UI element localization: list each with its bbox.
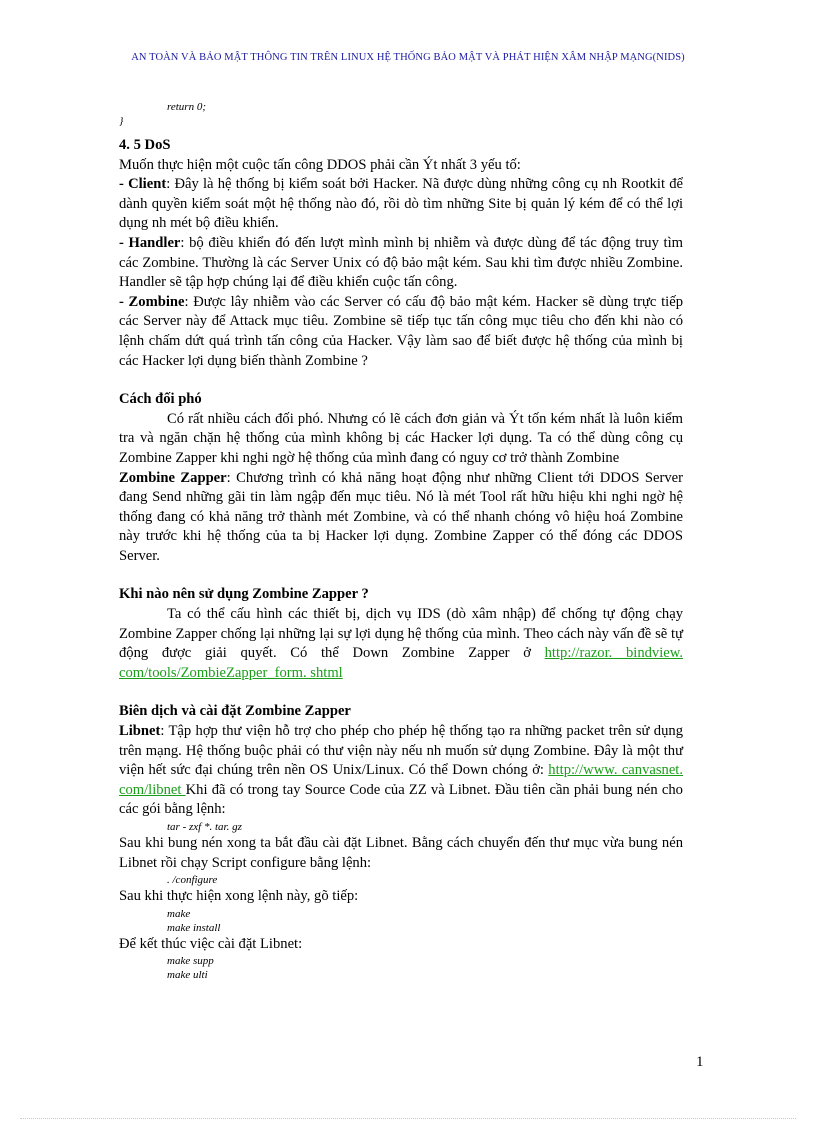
client-label: - Client bbox=[119, 176, 167, 193]
libnet-paragraph bbox=[119, 722, 683, 820]
command-configure: . /configure bbox=[167, 874, 218, 887]
when-text: Ta có thể cấu hình các thiết bị, dịch vụ IDS (dò xâm nhập) để chống tự động chạy Zombine Zapper chống lại những lại sự lợi dụng hệ thống của mình. Theo cách này vấn đề sẽ tự động được giải quyết. Có thể Down Zombine Zapper ở bbox=[119, 606, 683, 662]
command-make: make bbox=[167, 907, 191, 920]
command-make-install: make install bbox=[167, 921, 221, 934]
page-number: 1 bbox=[696, 1054, 704, 1070]
finish-text: Để kết thúc việc cài đặt Libnet: bbox=[119, 935, 303, 952]
libnet-after-text: Khi đã có trong tay Source Code của ZZ và Libnet. Đầu tiên cần phải bung nén cho các gói bằng lệnh: bbox=[119, 781, 683, 818]
client-text: : Đây là hệ thống bị kiểm soát bởi Hacker. Nã được dùng những công cụ nh Rootkit để dành quyền kiểm soát một hệ thống nào đó, rồi dò tìm những Site bị quản lý kém để có thể lợi dụng nh mét bộ điều khiển. bbox=[119, 176, 683, 232]
zapper-paragraph bbox=[119, 469, 683, 567]
defense-paragraph: Có rất nhiều cách đối phó. Nhưng có lẽ cách đơn giản và Ýt tốn kém nhất là luôn kiểm tra và ngăn chặn hệ thống của mình không bị các Hacker lợi dụng. Ta có thể dùng công cụ Zombine Zapper khi nghi ngờ hệ thống của mình đang có nguy cơ trở thành Zombine bbox=[119, 410, 683, 466]
libnet-label: Libnet bbox=[119, 723, 161, 740]
dos-intro: Muốn thực hiện một cuộc tấn công DDOS phải cần Ýt nhất 3 yếu tố: bbox=[119, 156, 521, 173]
command-make-ulti: make ulti bbox=[167, 969, 208, 982]
zombine-text: : Được lây nhiễm vào các Server có cấu độ bảo mật kém. Hacker sẽ dùng trực tiếp các Server này để Attack mục tiêu. Zombine sẽ tiếp tục tấn công mục tiêu cho đến khi nào có lệnh chấm dứt quá trình tấn công của Hacker. Vậy làm sao để biết được hệ thống của mình bị các Hacker lợi dụng biến thành Zombine ? bbox=[119, 293, 683, 369]
client-paragraph bbox=[119, 175, 683, 234]
zombine-paragraph bbox=[119, 293, 683, 371]
when-paragraph bbox=[119, 605, 683, 683]
zapper-download-link[interactable]: http://razor. bindview. com/tools/ZombieZapper_form. shtml bbox=[119, 645, 684, 681]
page-body bbox=[119, 100, 683, 982]
footer-divider bbox=[20, 1118, 796, 1119]
code-return: return 0; bbox=[167, 101, 207, 113]
libnet-download-link[interactable]: http://www. canvasnet. com/libnet bbox=[119, 762, 683, 798]
handler-label: - Handler bbox=[119, 234, 181, 251]
section-heading-build: Biên dịch và cài đặt Zombine Zapper bbox=[119, 703, 351, 720]
command-make-supp: make supp bbox=[167, 955, 214, 968]
zapper-text: : Chương trình có khả năng hoạt động như những Client tới DDOS Server đang Send những gãi tin làm ngập đến mục tiêu. Nó là mét Tool rất hữu hiệu khi nghi ngờ hệ thống đang có khả năng trở thành mét Zombine, và có thể nhanh chóng vô hiệu hoá Zombine này trước khi hệ thống của ta bị Hacker lợi dụng. Zombine Zapper có thể đóng các DDOS Server. bbox=[119, 469, 683, 564]
after-configure-text: Sau khi thực hiện xong lệnh này, gõ tiếp: bbox=[119, 888, 359, 905]
zombine-label: - Zombine bbox=[119, 293, 185, 310]
handler-paragraph bbox=[119, 234, 683, 293]
section-heading-defense: Cách đối phó bbox=[119, 391, 202, 408]
section-heading-when: Khi nào nên sử dụng Zombine Zapper ? bbox=[119, 586, 369, 603]
handler-text: : bộ điều khiển đó đến lượt mình mình bị nhiễm và được dùng để tác động truy tìm các Zombine. Thường là các Server Unix có độ bảo mật kém. Sau khi tìm được nhiều Zombine. Handler sẽ tập hợp chúng lại để điều khiển cuộc tấn công. bbox=[119, 234, 684, 291]
libnet-text: : Tập hợp thư viện hỗ trợ cho phép cho phép hệ thống tạo ra những packet trên sử dụng trên mạng. Hệ thống buộc phải có thư viện này nếu nh muốn sử dụng Zombine. Đây là một thư viện hết sức đại chúng trên nền OS Unix/Linux. Có thể Down chóng ở: bbox=[119, 723, 683, 779]
after-tar-text: Sau khi bung nén xong ta bắt đầu cài đặt Libnet. Bằng cách chuyển đến thư mục vừa bung nén Libnet rồi chạy Script configure bằng lệnh: bbox=[119, 835, 683, 871]
code-brace: } bbox=[119, 115, 124, 127]
section-heading-dos: 4. 5 DoS bbox=[119, 137, 171, 153]
zapper-label: Zombine Zapper bbox=[119, 469, 227, 486]
command-tar: tar - zxf *. tar. gz bbox=[167, 821, 242, 833]
running-header: AN TOÀN VÀ BẢO MẬT THÔNG TIN TRÊN LINUX HỆ THỐNG BẢO MẬT VÀ PHÁT HIỆN XÂM NHẬP MẠNG(NIDS) bbox=[131, 52, 685, 63]
